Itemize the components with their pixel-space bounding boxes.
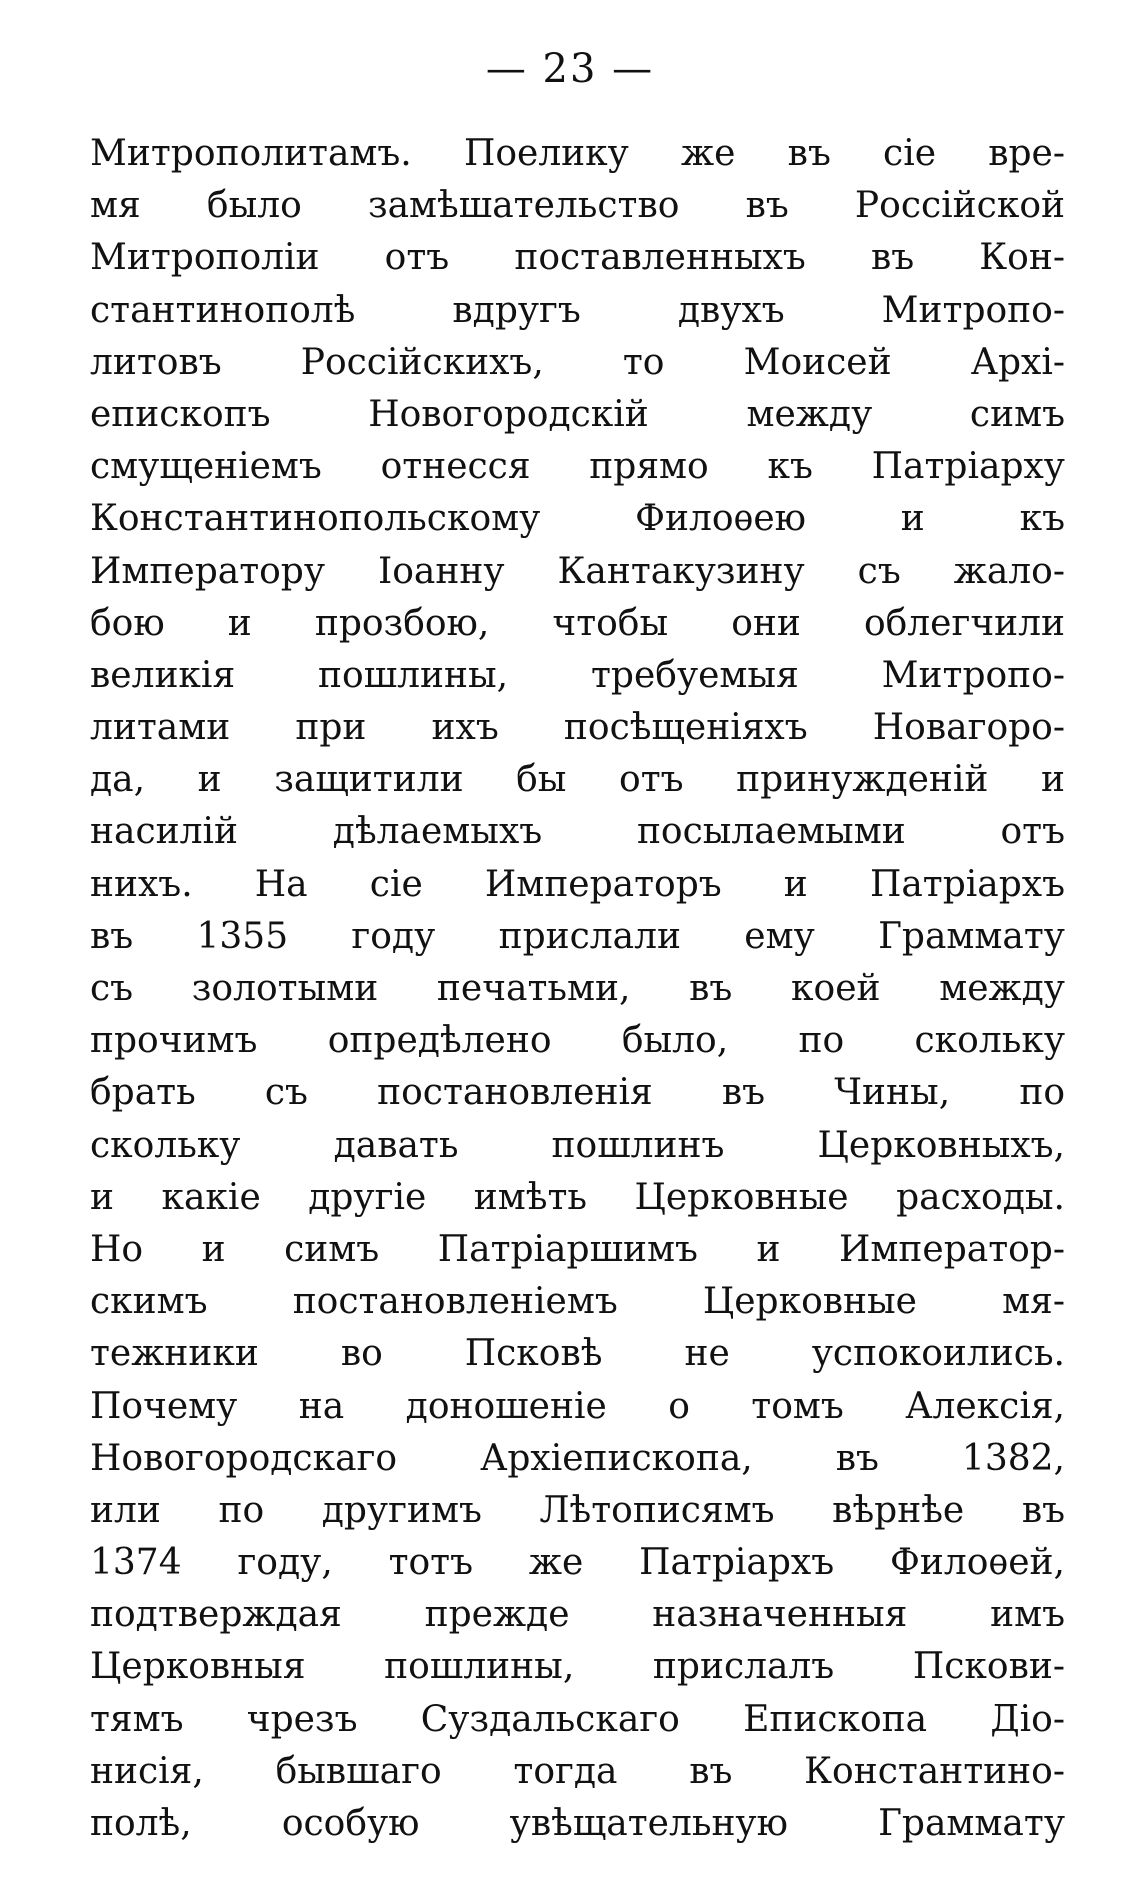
- text-line: Почему на доношеніе о томъ Алексія,: [90, 1385, 1065, 1427]
- text-line: тямъ чрезъ Суздальскаго Епископа Діо-: [90, 1698, 1065, 1740]
- text-line: Новогородскаго Архіепископа, въ 1382,: [90, 1437, 1065, 1479]
- text-line: скимъ постановленіемъ Церковные мя-: [90, 1281, 1065, 1323]
- text-line: брать съ постановленія въ Чины, по: [90, 1072, 1065, 1114]
- text-line: Митрополитамъ. Поелику же въ сіе вре-: [90, 133, 1065, 174]
- text-line: или по другимъ Лѣтописямъ вѣрнѣе въ: [90, 1489, 1065, 1531]
- text-line: мя было замѣшательство въ Россійской: [90, 185, 1065, 227]
- text-line: литами при ихъ посѣщеніяхъ Новагоро-: [90, 707, 1065, 749]
- text-line: великія пошлины, требуемыя Митропо-: [90, 654, 1065, 696]
- text-line: съ золотыми печатьми, въ коей между: [90, 968, 1065, 1009]
- text-line: Церковныя пошлины, прислалъ Пскови-: [90, 1646, 1065, 1688]
- text-line: подтверждая прежде назначенныя имъ: [90, 1594, 1065, 1636]
- text-line: епископъ Новогородскій между симъ: [90, 393, 1065, 435]
- text-line: въ 1355 году прислали ему Граммату: [90, 915, 1065, 957]
- text-line: да, и защитили бы отъ принужденій и: [90, 759, 1065, 801]
- text-line: 1374 году, тотъ же Патріархъ Филоѳей,: [90, 1542, 1065, 1584]
- text-line: насилій дѣлаемыхъ посылаемыми отъ: [90, 811, 1065, 853]
- text-line: и какіе другіе имѣть Церковные расходы.: [90, 1176, 1065, 1218]
- text-line: литовъ Россійскихъ, то Моисей Архі-: [90, 341, 1065, 383]
- text-line: смущеніемъ отнесся прямо къ Патріарху: [90, 446, 1065, 488]
- page-number-header: — 23 —: [485, 46, 655, 92]
- text-line: Императору Іоанну Кантакузину съ жало-: [90, 550, 1065, 592]
- text-line: нисія, бывшаго тогда въ Константино-: [90, 1750, 1065, 1792]
- page-text-body: [90, 128, 1065, 1850]
- text-line: прочимъ опредѣлено было, по скольку: [90, 1020, 1065, 1062]
- text-line: Митрополіи отъ поставленныхъ въ Кон-: [90, 237, 1065, 279]
- text-line: стантинополѣ вдругъ двухъ Митропо-: [90, 289, 1065, 331]
- text-line: нихъ. На сіе Императоръ и Патріархъ: [90, 863, 1065, 905]
- text-line: скольку давать пошлинъ Церковныхъ,: [90, 1124, 1065, 1166]
- text-line: Но и симъ Патріаршимъ и Император-: [90, 1228, 1065, 1270]
- text-line: Константинопольскому Филоѳею и къ: [90, 498, 1065, 540]
- text-line: бою и прозбою, чтобы они облегчили: [90, 602, 1065, 644]
- text-line: полѣ, особую увѣщательную Граммату: [90, 1803, 1065, 1844]
- text-line: тежники во Псковѣ не успокоились.: [90, 1333, 1065, 1375]
